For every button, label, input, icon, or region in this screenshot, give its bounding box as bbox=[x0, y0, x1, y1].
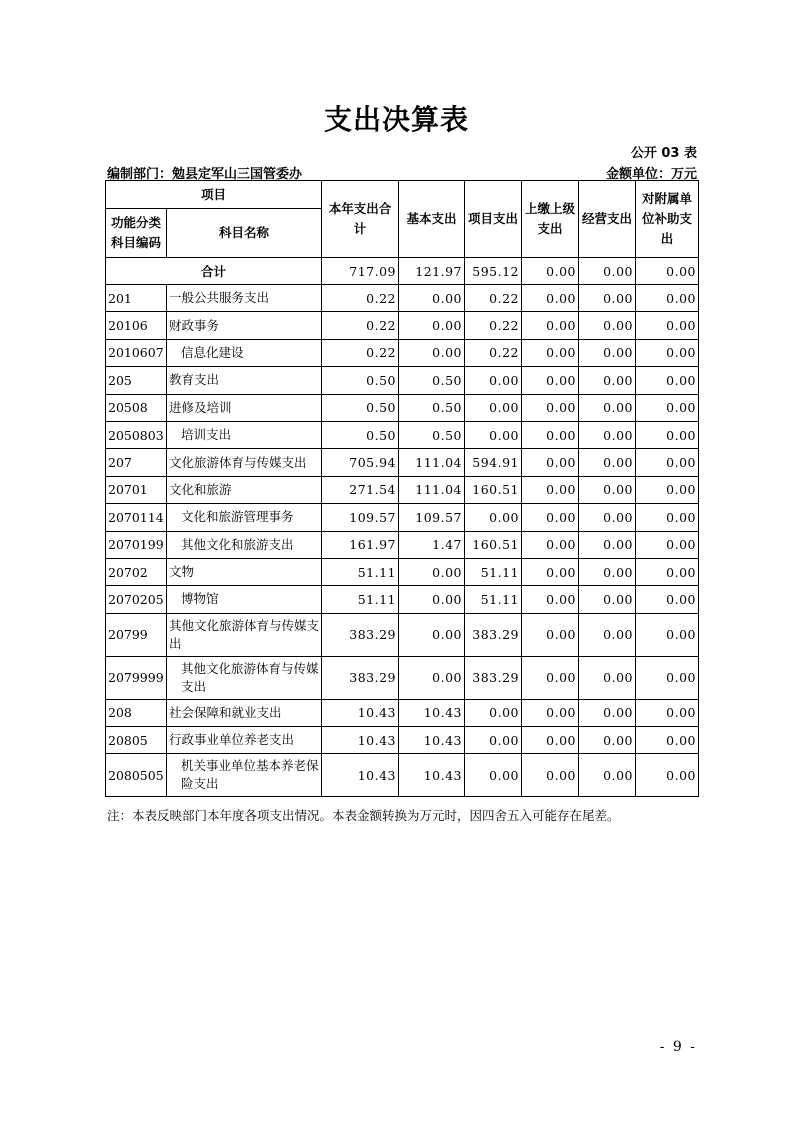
amount-cell: 0.00 bbox=[522, 754, 579, 797]
amount-cell: 0.22 bbox=[465, 312, 522, 339]
subject-name-cell: 其他文化旅游体育与传媒支出 bbox=[167, 613, 322, 656]
table-row bbox=[106, 367, 699, 394]
amount-cell: 0.00 bbox=[579, 339, 636, 366]
amount-cell: 0.00 bbox=[399, 339, 465, 366]
amount-cell: 0.50 bbox=[399, 421, 465, 448]
total-cell: 121.97 bbox=[399, 258, 465, 285]
amount-cell: 0.00 bbox=[465, 367, 522, 394]
amount-cell: 0.00 bbox=[465, 394, 522, 421]
amount-cell: 0.50 bbox=[322, 421, 399, 448]
amount-cell: 383.29 bbox=[465, 656, 522, 699]
amount-cell: 0.00 bbox=[636, 394, 699, 421]
amount-cell: 383.29 bbox=[465, 613, 522, 656]
amount-cell: 0.22 bbox=[322, 339, 399, 366]
table-row bbox=[106, 312, 699, 339]
amount-cell: 0.00 bbox=[636, 656, 699, 699]
expenditure-table bbox=[105, 180, 699, 797]
amount-cell: 0.00 bbox=[636, 449, 699, 476]
table-row bbox=[106, 504, 699, 531]
amount-cell: 383.29 bbox=[322, 656, 399, 699]
header-item: 项目 bbox=[106, 181, 322, 209]
department-label: 编制部门：勉县定军山三国管委办 bbox=[107, 167, 303, 182]
amount-cell: 0.00 bbox=[522, 558, 579, 585]
subject-name-cell: 社会保障和就业支出 bbox=[167, 699, 322, 726]
amount-cell: 0.00 bbox=[636, 754, 699, 797]
amount-cell: 0.22 bbox=[322, 312, 399, 339]
func-code-cell: 2080505 bbox=[106, 754, 167, 797]
table-row bbox=[106, 394, 699, 421]
subject-name-cell: 文物 bbox=[167, 558, 322, 585]
amount-cell: 0.00 bbox=[522, 449, 579, 476]
header-subject-name: 科目名称 bbox=[167, 209, 322, 258]
total-cell: 717.09 bbox=[322, 258, 399, 285]
func-code-cell: 20106 bbox=[106, 312, 167, 339]
amount-cell: 0.00 bbox=[636, 727, 699, 754]
table-row bbox=[106, 656, 699, 699]
table-row bbox=[106, 613, 699, 656]
table-row bbox=[106, 531, 699, 558]
amount-cell: 0.22 bbox=[322, 285, 399, 312]
form-number: 公开 03 表 bbox=[630, 146, 697, 161]
table-row bbox=[106, 699, 699, 726]
table-row bbox=[106, 449, 699, 476]
func-code-cell: 2010607 bbox=[106, 339, 167, 366]
amount-cell: 0.00 bbox=[522, 394, 579, 421]
func-code-cell: 2050803 bbox=[106, 421, 167, 448]
amount-cell: 0.00 bbox=[465, 504, 522, 531]
amount-cell: 10.43 bbox=[399, 727, 465, 754]
amount-cell: 0.50 bbox=[322, 394, 399, 421]
func-code-cell: 2070114 bbox=[106, 504, 167, 531]
table-row bbox=[106, 476, 699, 503]
amount-cell: 10.43 bbox=[322, 754, 399, 797]
table-row bbox=[106, 586, 699, 613]
footnote: 注：本表反映部门本年度各项支出情况。本表金额转换为万元时，因四舍五入可能存在尾差。 bbox=[107, 808, 620, 823]
amount-cell: 0.00 bbox=[579, 285, 636, 312]
header-business: 经营支出 bbox=[579, 181, 636, 258]
table-row bbox=[106, 558, 699, 585]
amount-cell: 0.00 bbox=[579, 727, 636, 754]
func-code-cell: 20805 bbox=[106, 727, 167, 754]
amount-cell: 0.00 bbox=[579, 656, 636, 699]
amount-cell: 109.57 bbox=[322, 504, 399, 531]
amount-cell: 0.00 bbox=[522, 586, 579, 613]
amount-cell: 0.00 bbox=[465, 727, 522, 754]
amount-cell: 161.97 bbox=[322, 531, 399, 558]
total-label: 合计 bbox=[106, 258, 322, 285]
subject-name-cell: 其他文化和旅游支出 bbox=[167, 531, 322, 558]
amount-cell: 51.11 bbox=[322, 586, 399, 613]
amount-cell: 383.29 bbox=[322, 613, 399, 656]
amount-cell: 0.00 bbox=[522, 476, 579, 503]
subject-name-cell: 行政事业单位养老支出 bbox=[167, 727, 322, 754]
subject-name-cell: 进修及培训 bbox=[167, 394, 322, 421]
amount-cell: 0.00 bbox=[522, 613, 579, 656]
amount-cell: 0.00 bbox=[636, 531, 699, 558]
amount-cell: 0.00 bbox=[399, 312, 465, 339]
total-cell: 0.00 bbox=[522, 258, 579, 285]
amount-cell: 0.00 bbox=[579, 531, 636, 558]
page-number: - 9 - bbox=[659, 1039, 697, 1055]
amount-cell: 109.57 bbox=[399, 504, 465, 531]
amount-cell: 0.00 bbox=[636, 504, 699, 531]
amount-cell: 0.00 bbox=[399, 586, 465, 613]
amount-cell: 0.00 bbox=[579, 476, 636, 503]
header-subsidiary: 对附属单位补助支出 bbox=[636, 181, 699, 258]
amount-cell: 1.47 bbox=[399, 531, 465, 558]
amount-cell: 0.00 bbox=[579, 613, 636, 656]
amount-cell: 0.00 bbox=[636, 421, 699, 448]
amount-cell: 0.50 bbox=[322, 367, 399, 394]
amount-cell: 0.00 bbox=[522, 312, 579, 339]
func-code-cell: 201 bbox=[106, 285, 167, 312]
subject-name-cell: 财政事务 bbox=[167, 312, 322, 339]
amount-cell: 0.00 bbox=[399, 285, 465, 312]
amount-cell: 10.43 bbox=[399, 754, 465, 797]
func-code-cell: 208 bbox=[106, 699, 167, 726]
amount-cell: 0.00 bbox=[522, 531, 579, 558]
amount-cell: 0.00 bbox=[465, 754, 522, 797]
amount-cell: 0.50 bbox=[399, 367, 465, 394]
amount-cell: 0.00 bbox=[522, 504, 579, 531]
amount-cell: 0.00 bbox=[579, 558, 636, 585]
amount-cell: 0.00 bbox=[636, 285, 699, 312]
table-row bbox=[106, 421, 699, 448]
table-row bbox=[106, 339, 699, 366]
amount-cell: 0.00 bbox=[579, 449, 636, 476]
amount-cell: 0.22 bbox=[465, 339, 522, 366]
table-row bbox=[106, 727, 699, 754]
amount-cell: 594.91 bbox=[465, 449, 522, 476]
amount-cell: 0.00 bbox=[636, 367, 699, 394]
header-total: 本年支出合计 bbox=[322, 181, 399, 258]
amount-cell: 10.43 bbox=[399, 699, 465, 726]
subject-name-cell: 博物馆 bbox=[167, 586, 322, 613]
subject-name-cell: 教育支出 bbox=[167, 367, 322, 394]
amount-cell: 0.00 bbox=[579, 699, 636, 726]
amount-cell: 0.00 bbox=[579, 504, 636, 531]
amount-cell: 0.00 bbox=[522, 285, 579, 312]
header-project: 项目支出 bbox=[465, 181, 522, 258]
amount-cell: 0.00 bbox=[636, 312, 699, 339]
total-row bbox=[106, 258, 699, 285]
header-basic: 基本支出 bbox=[399, 181, 465, 258]
amount-cell: 0.00 bbox=[522, 421, 579, 448]
amount-cell: 0.00 bbox=[399, 656, 465, 699]
amount-cell: 160.51 bbox=[465, 531, 522, 558]
amount-cell: 0.00 bbox=[579, 367, 636, 394]
subject-name-cell: 文化和旅游管理事务 bbox=[167, 504, 322, 531]
func-code-cell: 2079999 bbox=[106, 656, 167, 699]
total-cell: 595.12 bbox=[465, 258, 522, 285]
amount-cell: 51.11 bbox=[465, 558, 522, 585]
amount-cell: 0.00 bbox=[636, 476, 699, 503]
amount-cell: 10.43 bbox=[322, 699, 399, 726]
amount-cell: 160.51 bbox=[465, 476, 522, 503]
func-code-cell: 2070205 bbox=[106, 586, 167, 613]
total-cell: 0.00 bbox=[636, 258, 699, 285]
page-title: 支出决算表 bbox=[323, 103, 469, 136]
amount-cell: 0.00 bbox=[579, 586, 636, 613]
func-code-cell: 205 bbox=[106, 367, 167, 394]
func-code-cell: 207 bbox=[106, 449, 167, 476]
func-code-cell: 20702 bbox=[106, 558, 167, 585]
amount-cell: 0.00 bbox=[465, 421, 522, 448]
header-upper: 上缴上级支出 bbox=[522, 181, 579, 258]
amount-cell: 0.00 bbox=[579, 421, 636, 448]
amount-cell: 0.00 bbox=[522, 699, 579, 726]
amount-cell: 0.00 bbox=[636, 613, 699, 656]
amount-cell: 705.94 bbox=[322, 449, 399, 476]
amount-cell: 111.04 bbox=[399, 476, 465, 503]
amount-cell: 0.00 bbox=[399, 558, 465, 585]
amount-cell: 111.04 bbox=[399, 449, 465, 476]
func-code-cell: 2070199 bbox=[106, 531, 167, 558]
amount-cell: 0.00 bbox=[522, 367, 579, 394]
amount-cell: 0.00 bbox=[636, 586, 699, 613]
subject-name-cell: 信息化建设 bbox=[167, 339, 322, 366]
subject-name-cell: 机关事业单位基本养老保险支出 bbox=[167, 754, 322, 797]
table-row bbox=[106, 754, 699, 797]
amount-cell: 0.00 bbox=[579, 394, 636, 421]
amount-cell: 0.22 bbox=[465, 285, 522, 312]
amount-cell: 0.00 bbox=[399, 613, 465, 656]
amount-cell: 0.00 bbox=[522, 727, 579, 754]
subject-name-cell: 文化和旅游 bbox=[167, 476, 322, 503]
header-func-code: 功能分类科目编码 bbox=[106, 209, 167, 258]
amount-cell: 0.00 bbox=[636, 339, 699, 366]
func-code-cell: 20701 bbox=[106, 476, 167, 503]
func-code-cell: 20508 bbox=[106, 394, 167, 421]
amount-cell: 0.50 bbox=[399, 394, 465, 421]
subject-name-cell: 培训支出 bbox=[167, 421, 322, 448]
unit-label: 金额单位：万元 bbox=[605, 167, 697, 182]
table-row bbox=[106, 285, 699, 312]
subject-name-cell: 一般公共服务支出 bbox=[167, 285, 322, 312]
amount-cell: 0.00 bbox=[636, 558, 699, 585]
amount-cell: 51.11 bbox=[322, 558, 399, 585]
amount-cell: 271.54 bbox=[322, 476, 399, 503]
total-cell: 0.00 bbox=[579, 258, 636, 285]
func-code-cell: 20799 bbox=[106, 613, 167, 656]
amount-cell: 10.43 bbox=[322, 727, 399, 754]
subject-name-cell: 其他文化旅游体育与传媒支出 bbox=[167, 656, 322, 699]
amount-cell: 0.00 bbox=[522, 656, 579, 699]
amount-cell: 0.00 bbox=[465, 699, 522, 726]
amount-cell: 0.00 bbox=[579, 754, 636, 797]
subject-name-cell: 文化旅游体育与传媒支出 bbox=[167, 449, 322, 476]
amount-cell: 0.00 bbox=[579, 312, 636, 339]
amount-cell: 0.00 bbox=[522, 339, 579, 366]
amount-cell: 51.11 bbox=[465, 586, 522, 613]
amount-cell: 0.00 bbox=[636, 699, 699, 726]
